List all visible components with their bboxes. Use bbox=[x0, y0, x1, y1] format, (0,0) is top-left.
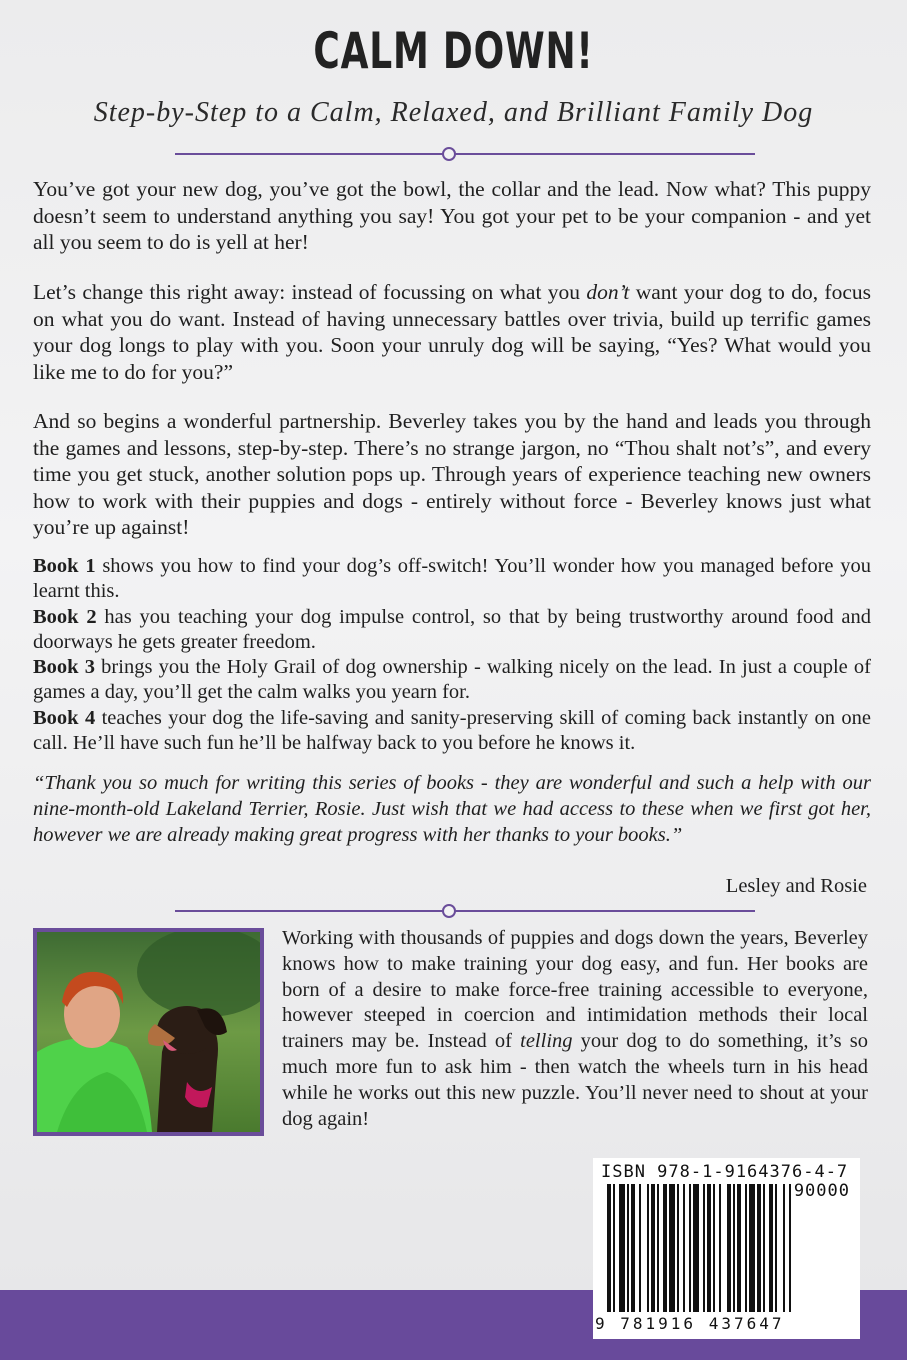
author-bio: Working with thousands of puppies and dogs down the years, Beverley knows how to make training your dog easy, and fun. Her books are born of a desire to make force-free training accessible to everyone, however steeped in coercion and intimidation methods their local trainers may be. Instead of telling your dog to do something, it’s so much more fun to ask him - then watch the wheels turn in his head while he works out this new puzzle. You’ll never need to shout at your dog again! bbox=[282, 927, 868, 1130]
isbn-barcode bbox=[593, 1158, 860, 1339]
testimonial-attribution: Lesley and Rosie bbox=[725, 875, 867, 897]
ornamental-divider bbox=[175, 147, 755, 161]
book-item: Book 4 teaches your dog the life-saving and sanity-preserving skill of coming back instantly on one call. He’ll have such fun he’ll be halfway back to you before he knows it. bbox=[33, 706, 871, 755]
isbn-text: ISBN 978-1-9164376-4-7 bbox=[601, 1162, 849, 1182]
barcode-number: 9 781916 437647 bbox=[595, 1314, 785, 1333]
price-code: 90000 bbox=[793, 1181, 850, 1201]
book-subtitle: Step-by-Step to a Calm, Relaxed, and Brilliant Family Dog bbox=[93, 97, 814, 128]
blurb-paragraph-2: Let’s change this right away: instead of focussing on what you don’t want your dog to do, focus on what you do want. Instead of having unnecessary battles over trivia, build up terrific games your dog longs to play with you. Soon your unruly dog will be saying, “Yes? What would you like me to do for you?” bbox=[33, 280, 872, 384]
book-item: Book 2 has you teaching your dog impulse control, so that by being trustworthy around food and doorways he gets greater freedom. bbox=[33, 605, 871, 653]
testimonial-quote: “Thank you so much for writing this series of books - they are wonderful and such a help with our nine-month-old Lakeland Terrier, Rosie. Just wish that we had access to these when we first got her, however we are already making great progress with her thanks to your books.” bbox=[33, 772, 871, 846]
ornamental-divider bbox=[175, 904, 755, 918]
blurb-paragraph-1: You’ve got your new dog, you’ve got the bowl, the collar and the lead. Now what? This puppy doesn’t seem to understand anything you say! You got your pet to be your companion - and yet all you seem to do is yell at her! bbox=[33, 177, 871, 254]
book-item: Book 1 shows you how to find your dog’s off-switch! You’ll wonder how you managed before you learnt this. bbox=[33, 555, 872, 603]
barcode-bars-icon bbox=[607, 1184, 847, 1314]
author-photo bbox=[33, 928, 264, 1136]
divider-circle-icon bbox=[442, 147, 456, 161]
blurb-paragraph-3: And so begins a wonderful partnership. Beverley takes you by the hand and leads you through the games and lessons, step-by-step. There’s no strange jargon, no “Thou shalt not’s”, and every time you get stuck, another solution pops up. Through years of experience teaching new owners how to work with their puppies and dogs - entirely without force - Beverley knows just what you’re up against! bbox=[33, 409, 871, 539]
book-list bbox=[33, 554, 871, 756]
author-with-dog-photo-icon bbox=[37, 932, 260, 1132]
book-item: Book 3 brings you the Holy Grail of dog ownership - walking nicely on the lead. In just a couple of games a day, you’ll get the calm walks you yearn for. bbox=[33, 656, 871, 704]
book-title: CALM DOWN! bbox=[313, 22, 594, 80]
divider-circle-icon bbox=[442, 904, 456, 918]
